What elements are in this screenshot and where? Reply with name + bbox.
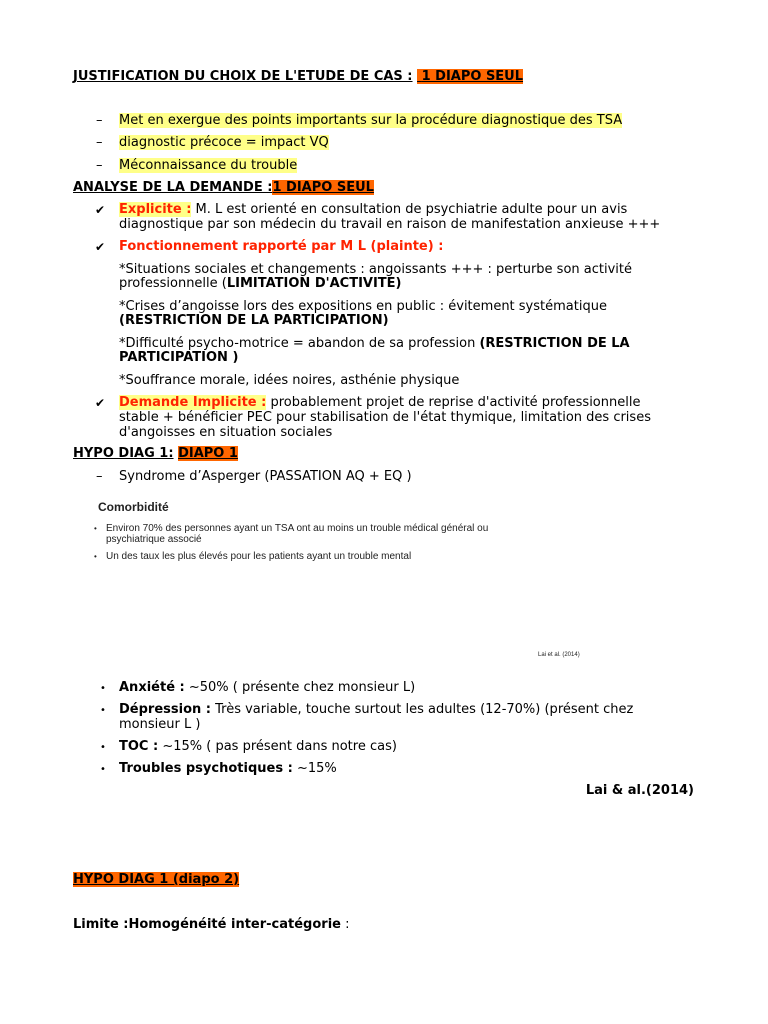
fonctionnement-label: Fonctionnement rapporté par M L (plainte) : [119, 239, 444, 254]
comorbidity-toc: TOC : ~15% ( pas présent dans notre cas) [119, 739, 397, 754]
section2-tag: 1 DIAPO SEUL [272, 180, 374, 195]
section1-heading-row [73, 69, 523, 84]
comorbidite-figure [90, 494, 610, 664]
implicite-line1: Demande Implicite : probablement projet de reprise d'activité professionnelle [119, 395, 641, 410]
plainte-3-line1: *Difficulté psycho-motrice = abandon de sa profession (RESTRICTION DE LA [119, 336, 630, 351]
dash-icon: – [96, 469, 103, 484]
section2-heading: ANALYSE DE LA DEMANDE : [73, 180, 273, 195]
plainte-2-line2: (RESTRICTION DE LA PARTICIPATION) [119, 313, 389, 328]
bullet-icon: • [100, 683, 106, 694]
comorbidity-psychotiques: Troubles psychotiques : ~15% [119, 761, 337, 776]
figure-bullet1-line2: psychiatrique associé [106, 534, 202, 545]
plainte-3-line2: PARTICIPATION ) [119, 350, 239, 365]
bullet-icon: • [94, 524, 97, 533]
explicite-label: Explicite : [119, 202, 192, 217]
plainte-1-line2: professionnelle (LIMITATION D'ACTIVITE) [119, 276, 402, 291]
implicite-line3: d'angoisses en situation sociales [119, 425, 333, 440]
check-icon: ✔ [95, 240, 106, 254]
section4-heading-row [73, 872, 239, 887]
check-icon: ✔ [95, 396, 106, 410]
dash-icon: – [96, 158, 103, 173]
implicite-line2: stable + bénéficier PEC pour stabilisation de l'état thymique, limitation des crises [119, 410, 651, 425]
limite-label: Limite :Homogénéité inter-catégorie [73, 917, 341, 932]
implicite-label: Demande Implicite : [119, 395, 267, 410]
section4-heading: HYPO DIAG 1 (diapo 2) [73, 872, 240, 887]
bullet-icon: • [100, 764, 106, 775]
bullet-icon: • [100, 742, 106, 753]
explicite-line2: diagnostique par son médecin du travail en raison de manifestation anxieuse +++ [119, 217, 661, 232]
explicite-line1: Explicite : M. L est orienté en consultation de psychiatrie adulte pour un avis [119, 202, 628, 217]
limite-line: Limite :Homogénéité inter-catégorie : [73, 917, 350, 932]
section3-heading: HYPO DIAG 1: [73, 446, 174, 461]
section1-item-2: diagnostic précoce = impact VQ [119, 135, 329, 150]
section1-item-3: Méconnaissance du trouble [119, 158, 298, 173]
comorbidity-depression: Dépression : Très variable, touche surtout les adultes (12-70%) (présent chez [119, 702, 634, 717]
section3-tag: DIAPO 1 [178, 446, 238, 461]
figure-title: Comorbidité [98, 500, 169, 514]
comorbidity-depression-line2: monsieur L ) [119, 717, 201, 732]
dash-icon: – [96, 113, 103, 128]
figure-bullet2: Un des taux les plus élevés pour les patients ayant un trouble mental [106, 551, 412, 562]
plainte-2-line1: *Crises d’angoisse lors des expositions en public : évitement systématique [119, 299, 607, 314]
plainte-4: *Souffrance morale, idées noires, asthénie physique [119, 373, 460, 388]
bullet-icon: • [100, 705, 106, 716]
figure-bullet1-line1: Environ 70% des personnes ayant un TSA ont au moins un trouble médical général ou [106, 523, 489, 534]
section3-heading-row [73, 446, 238, 461]
check-icon: ✔ [95, 203, 106, 217]
section1-tag: 1 DIAPO SEUL [417, 69, 523, 84]
section1-heading: JUSTIFICATION DU CHOIX DE L'ETUDE DE CAS : [73, 69, 413, 84]
section1-item-1: Met en exergue des points importants sur la procédure diagnostique des TSA [119, 113, 623, 128]
section2-heading-row [73, 180, 374, 195]
plainte-1-line1: *Situations sociales et changements : angoissants +++ : perturbe son activité [119, 262, 633, 277]
bullet-icon: • [94, 552, 97, 561]
section3-item: Syndrome d’Asperger (PASSATION AQ + EQ ) [119, 469, 412, 484]
comorbidity-anxiete: Anxiété : ~50% ( présente chez monsieur L) [119, 680, 416, 695]
reference: Lai & al.(2014) [585, 783, 694, 798]
figure-citation: Lai et al. (2014) [538, 652, 580, 658]
dash-icon: – [96, 135, 103, 150]
